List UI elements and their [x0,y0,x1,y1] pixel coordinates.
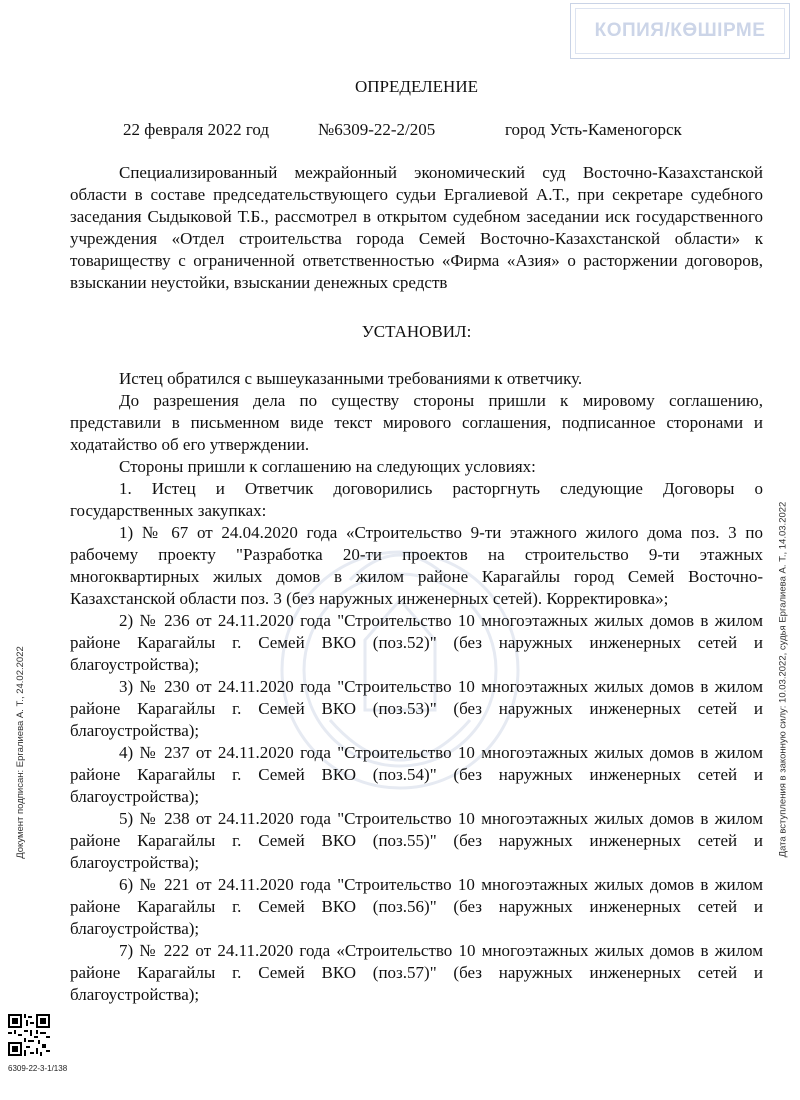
copy-stamp-text: КОПИЯ/КӨШІРМЕ [575,8,785,54]
signature-note-left [9,632,31,872]
validity-note-right [772,474,794,884]
case-number: №6309-22-2/205 [318,120,436,139]
intro-paragraph: Специализированный межрайонный экономический суд Восточно-Казахстанской области в составе председательствующего судьи Ергалиевой А.Т., при секретаре судебного заседания Сыдыковой Т.Б., рассмотрел в открытом судебном заседании иск государственного учреждения «Отдел строительства города Семей Восточно-Казахстанской области» к товариществу с ограниченной ответственностью «Фирма «Азия» о расторжении договоров, взыскании неустойки, взыскании денежных средств [70,163,763,292]
paragraph: До разрешения дела по существу стороны пришли к мировому соглашению, представили в письменном виде текст мирового соглашения, подписанное сторонами и ходатайство об его утверждении. [70,391,763,454]
list-item: 6) № 221 от 24.11.2020 года "Строительство 10 многоэтажных жилых домов в жилом районе Карагайлы г. Семей ВКО (поз.56)" (без наружных инженерных сетей и благоустройства); [70,875,763,938]
document-body [70,76,763,1006]
paragraph: Истец обратился с вышеуказанными требованиями к ответчику. [119,369,583,388]
paragraph: Стороны пришли к соглашению на следующих условиях: [119,457,536,476]
copy-stamp [570,3,790,59]
document-date: 22 февраля 2022 год [123,120,270,139]
list-item: 7) № 222 от 24.11.2020 года «Строительство 10 многоэтажных жилых домов в жилом районе Карагайлы г. Семей ВКО (поз.57)" (без наружных инженерных сетей и благоустройства); [70,941,763,1004]
list-item: 2) № 236 от 24.11.2020 года "Строительство 10 многоэтажных жилых домов в жилом районе Карагайлы г. Семей ВКО (поз.52)" (без наружных инженерных сетей и благоустройства); [70,611,763,674]
document-number: 6309-22-3-1/138 [8,1064,68,1073]
section-title: УСТАНОВИЛ: [361,322,472,341]
date-line [70,119,763,141]
list-item: 4) № 237 от 24.11.2020 года "Строительство 10 многоэтажных жилых домов в жилом районе Карагайлы г. Семей ВКО (поз.54)" (без наружных инженерных сетей и благоустройства); [70,743,763,806]
paragraph: 1. Истец и Ответчик договорились расторгнуть следующие Договоры о государственных закупках: [70,479,763,520]
validity-note-text: Дата вступления в законную силу: 10.03.2022, судья Ергалиева А. Т., 14.03.2022 [777,501,789,857]
qr-code-icon [8,1014,50,1056]
signature-note-text: Документ подписан: Ергалиева А. Т., 24.02.2022 [14,645,26,859]
list-item: 1) № 67 от 24.04.2020 года «Строительство 9-ти этажного жилого дома поз. 3 по рабочему проекту "Разработка 20-ти проектов на строительство 9-ти этажных многоквартирных жилых домов в жилом районе Карагайлы город Семей Восточно-Казахстанской области поз. 3 (без наружных инженерных сетей). Корректировка»; [70,523,763,608]
document-title: ОПРЕДЕЛЕНИЕ [354,77,478,96]
list-item: 5) № 238 от 24.11.2020 года "Строительство 10 многоэтажных жилых домов в жилом районе Карагайлы г. Семей ВКО (поз.55)" (без наружных инженерных сетей и благоустройства); [70,809,763,872]
list-item: 3) № 230 от 24.11.2020 года "Строительство 10 многоэтажных жилых домов в жилом районе Карагайлы г. Семей ВКО (поз.53)" (без наружных инженерных сетей и благоустройства); [70,677,763,740]
document-city: город Усть-Каменогорск [505,120,682,139]
